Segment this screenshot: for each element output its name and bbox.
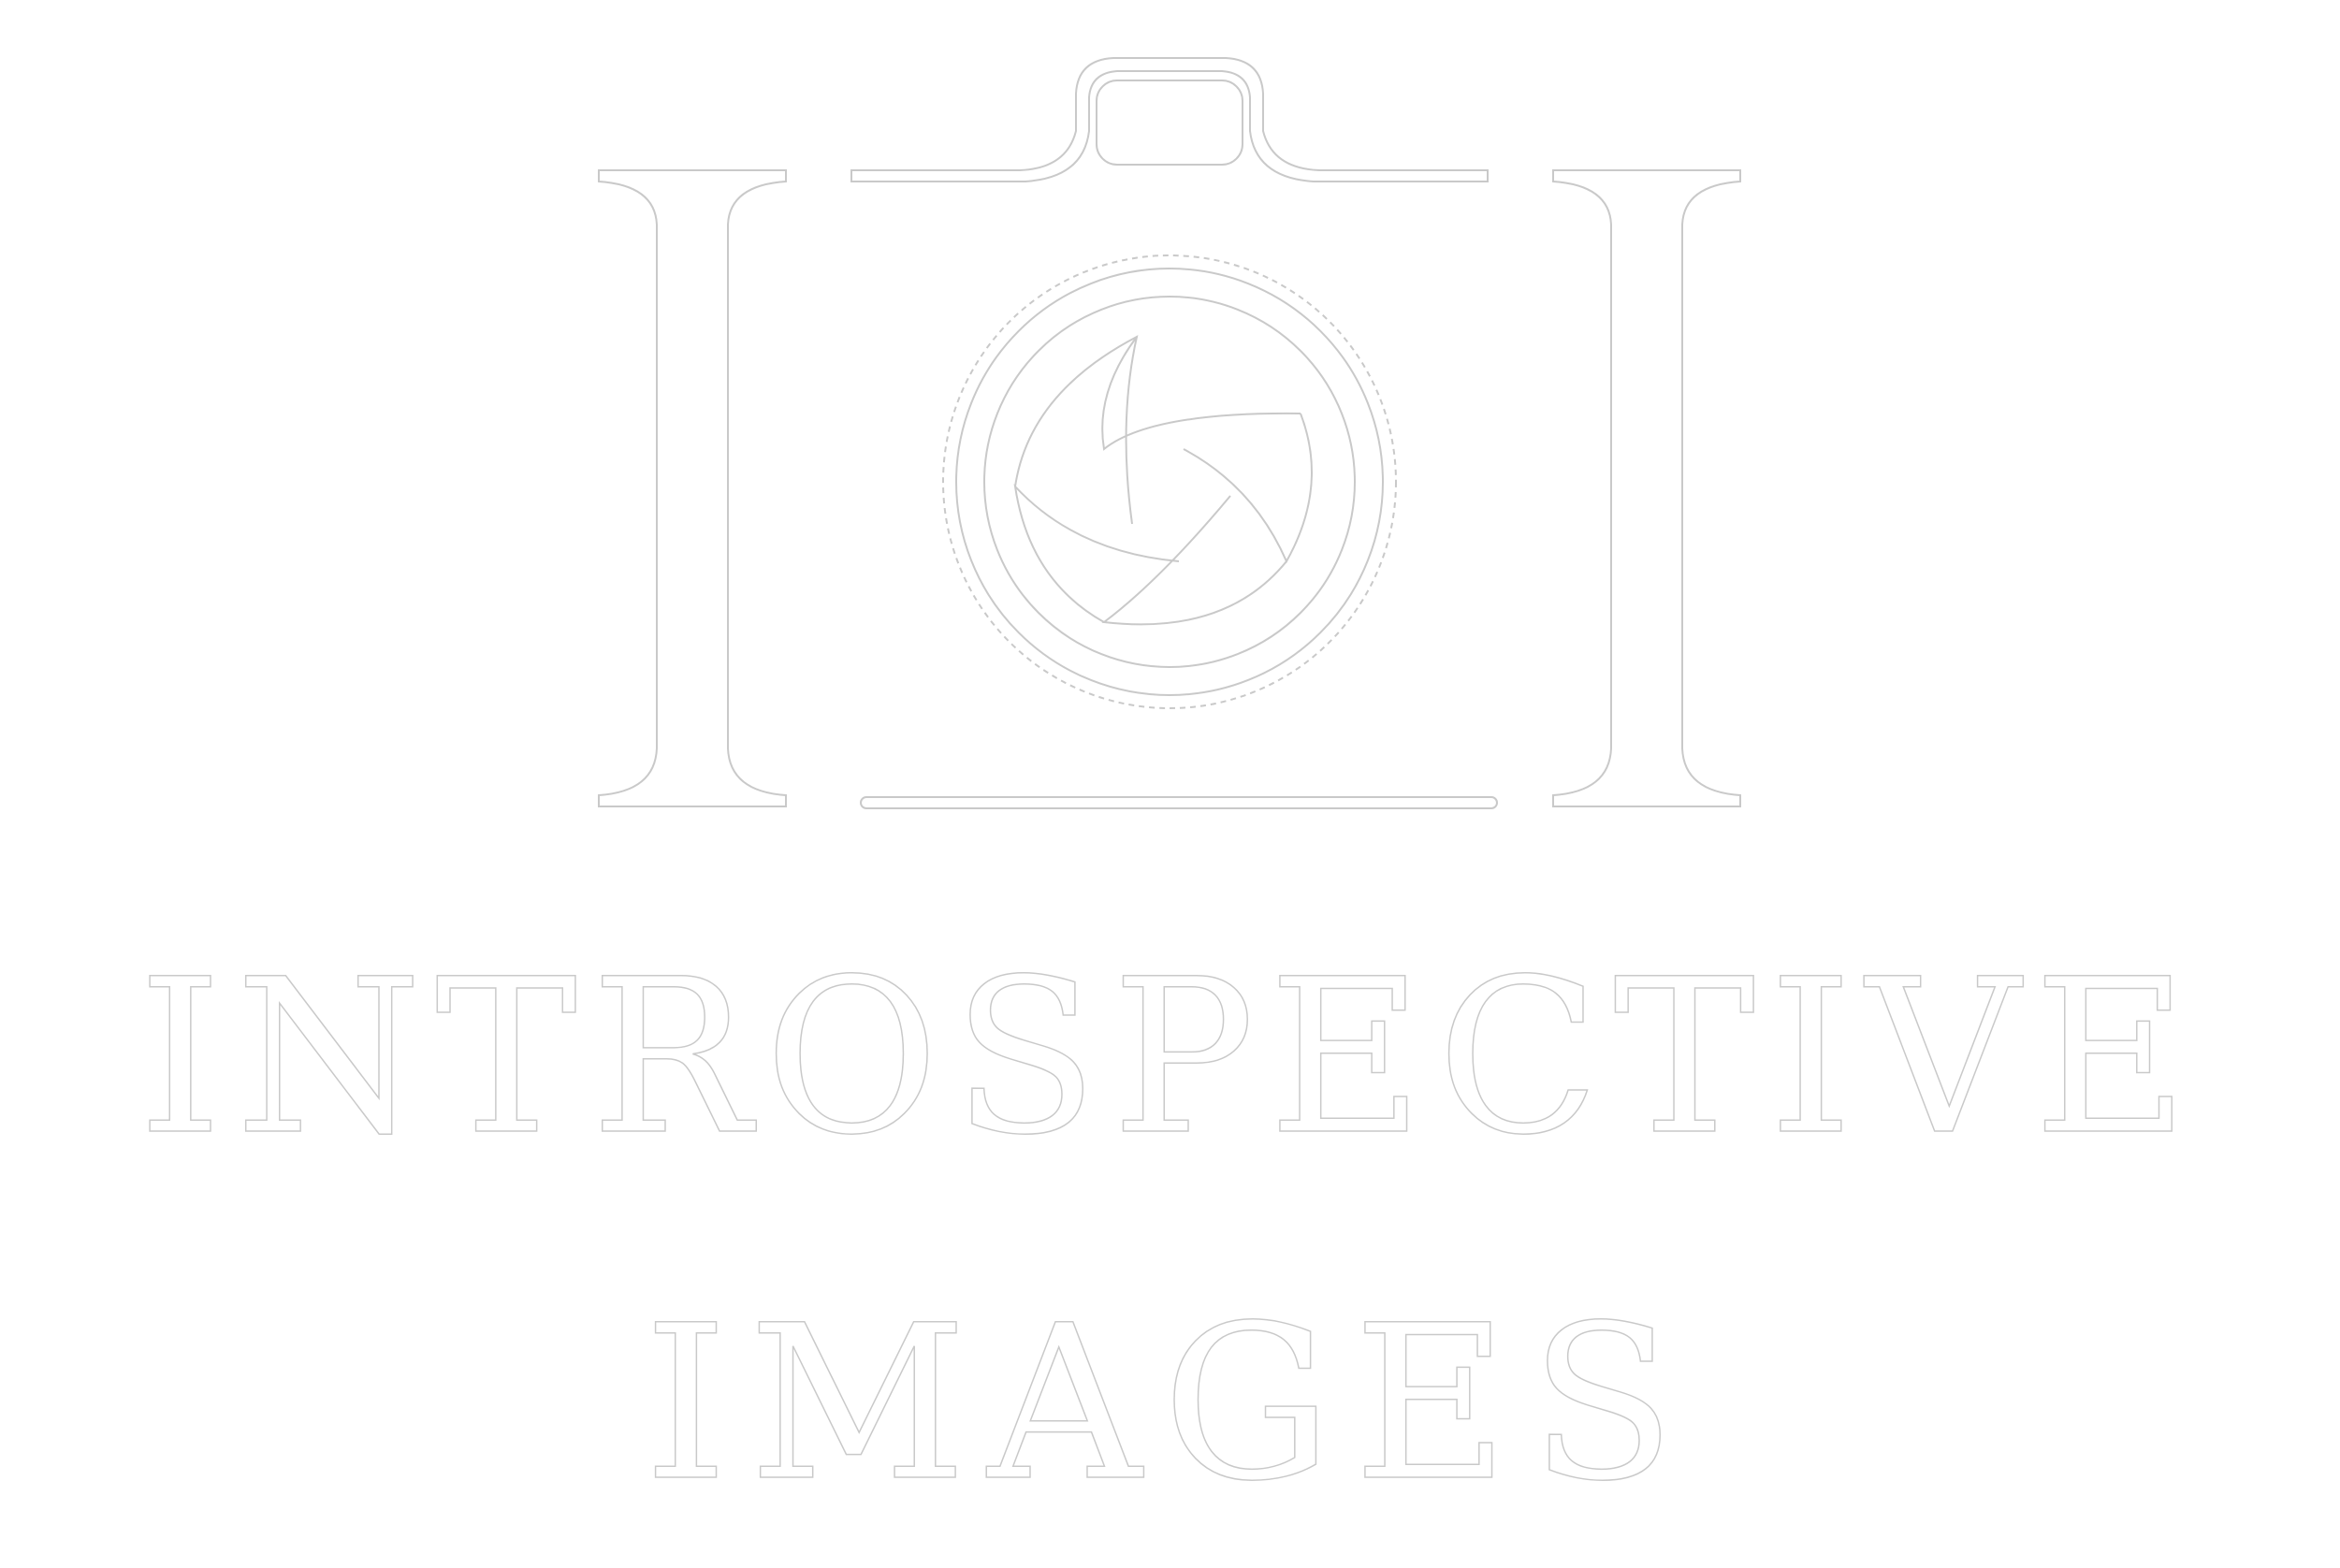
viewfinder (1097, 80, 1243, 165)
brand-name-line-1: INTROSPECTIVE (138, 933, 2202, 1182)
brand-name-line-2: IMAGES (644, 1279, 1696, 1528)
left-letter-i (599, 170, 786, 806)
right-letter-i (1553, 170, 1740, 806)
camera-bottom-edge (861, 797, 1497, 808)
lens-inner-ring (984, 297, 1355, 667)
